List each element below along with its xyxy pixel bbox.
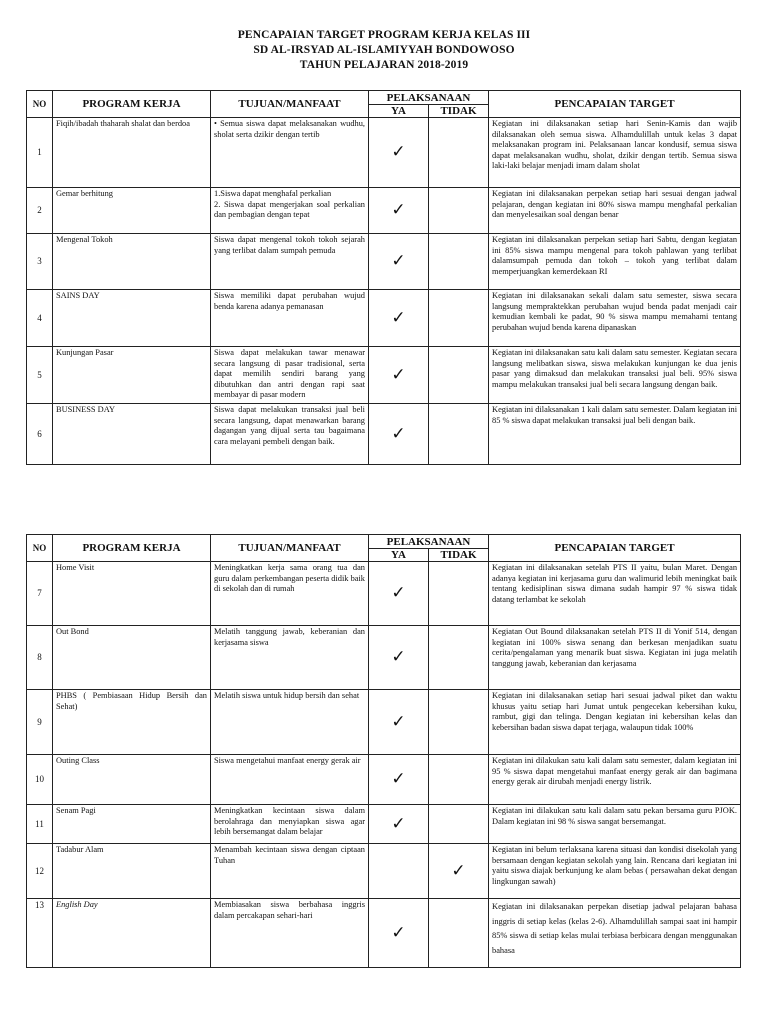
row-number: 3 xyxy=(27,234,53,290)
ya-cell xyxy=(369,347,429,404)
ya-cell xyxy=(369,118,429,188)
tidak-cell xyxy=(429,347,489,404)
row-number: 12 xyxy=(27,844,53,899)
table-row xyxy=(27,234,741,290)
check-mark-icon: ✓ xyxy=(391,423,406,443)
program-cell: PHBS ( Pembiasaan Hidup Bersih dan Sehat) xyxy=(53,690,211,755)
col-pelaksanaan: PELAKSANAAN xyxy=(369,535,489,549)
table-row xyxy=(27,562,741,626)
target-cell: Kegiatan ini dilaksanakan perpekan disetiap jadwal pelajaran bahasa inggris di setiap kelas (kelas 2-6). Alhamdulillah sampai saat ini hampir 85% siswa di setiap kelas mulai terbiasa berbicara dengan menggunakan bahasa xyxy=(489,899,741,968)
tujuan-cell: Siswa mengetahui manfaat energy gerak air xyxy=(211,755,369,805)
table-row xyxy=(27,755,741,805)
col-no: NO xyxy=(27,91,53,118)
row-number: 6 xyxy=(27,404,53,465)
col-program: PROGRAM KERJA xyxy=(53,535,211,562)
table-row xyxy=(27,188,741,234)
ya-cell xyxy=(369,626,429,690)
doc-title-line3: TAHUN PELAJARAN 2018-2019 xyxy=(299,59,469,71)
program-cell: Out Bond xyxy=(53,626,211,690)
tujuan-cell: Membiasakan siswa berbahasa inggris dalam percakapan sehari-hari xyxy=(211,899,369,968)
col-no: NO xyxy=(27,535,53,562)
tujuan-cell: • Semua siswa dapat melaksanakan wudhu, sholat serta dzikir dengan tertib xyxy=(211,118,369,188)
check-mark-icon: ✓ xyxy=(391,647,406,667)
tujuan-cell: Menambah kecintaan siswa dengan ciptaan Tuhan xyxy=(211,844,369,899)
tidak-cell xyxy=(429,626,489,690)
col-program: PROGRAM KERJA xyxy=(53,91,211,118)
row-number: 13 xyxy=(27,899,53,968)
row-number: 10 xyxy=(27,755,53,805)
col-ya: YA xyxy=(369,105,429,118)
col-target: PENCAPAIAN TARGET xyxy=(489,535,741,562)
tujuan-cell: Siswa dapat melakukan transaksi jual beli secara langsung, dapat menawarkan barang dagangan yang dijual serta tau bagaimana cara melayani pembeli dengan baik. xyxy=(211,404,369,465)
tidak-cell xyxy=(429,118,489,188)
tujuan-cell: Meningkatkan kerja sama orang tua dan guru dalam perkembangan peserta didik baik di sekolah dan di rumah xyxy=(211,562,369,626)
target-cell: Kegiatan ini dilaksanakan perpekan setiap hari Sabtu, dengan kegiatan ini 85% siswa mampu mengenal para tokoh pahlawan yang terlibat dalamsumpah pemuda dan tokoh – tokoh yang terlibat dalam memperjuangkan kemerdekaan RI xyxy=(489,234,741,290)
ya-cell xyxy=(369,188,429,234)
tujuan-cell: Meningkatkan kecintaan siswa dalam berolahraga dan menyiapkan siswa agar lebih bersemangat dalam belajar xyxy=(211,805,369,844)
check-mark-icon: ✓ xyxy=(391,251,406,271)
col-tujuan: TUJUAN/MANFAAT xyxy=(211,91,369,118)
ya-cell xyxy=(369,234,429,290)
row-number: 5 xyxy=(27,347,53,404)
table-row xyxy=(27,805,741,844)
target-cell: Kegiatan ini dilakukan satu kali dalam satu pekan bersama guru PJOK. Dalam kegiatan ini 98 % siswa sangat bersemangat. xyxy=(489,805,741,844)
target-cell: Kegiatan ini dilaksanakan setiap hari sesuai jadwal piket dan waktu khusus yaitu setiap hari Jumat untuk pengecekan kebersihan kuku, rambut, gigi dan telinga. Dengan kegiatan ini kebersihan kelas dan kebersihan badan siswa dapat terjaga, walaupun tidak 100% xyxy=(489,690,741,755)
check-mark-icon: ✓ xyxy=(391,711,406,731)
tidak-cell xyxy=(429,188,489,234)
check-mark-icon: ✓ xyxy=(391,583,406,603)
tidak-cell xyxy=(429,755,489,805)
col-tidak: TIDAK xyxy=(429,105,489,118)
program-cell: SAINS DAY xyxy=(53,290,211,347)
program-table-2 xyxy=(26,534,741,968)
tujuan-cell: 1.Siswa dapat menghafal perkalian 2. Siswa dapat mengerjakan soal perkalian dan pembagian dengan tepat xyxy=(211,188,369,234)
table-row xyxy=(27,290,741,347)
tidak-cell xyxy=(429,805,489,844)
ya-cell xyxy=(369,690,429,755)
target-cell: Kegiatan ini dilaksanakan setelah PTS II yaitu, bulan Maret. Dengan adanya kegiatan ini kerjasama guru dan walimurid lebih meningkat baik tentang kedisiplinan siswa dimana sudah hampir 97 % siswa tidak datang terlambat ke sekolah xyxy=(489,562,741,626)
table-row xyxy=(27,626,741,690)
program-cell: Senam Pagi xyxy=(53,805,211,844)
check-mark-icon: ✓ xyxy=(391,307,406,327)
check-mark-icon: ✓ xyxy=(391,142,406,162)
document-header xyxy=(0,28,768,73)
ya-cell xyxy=(369,562,429,626)
check-mark-icon: ✓ xyxy=(391,200,406,220)
row-number: 1 xyxy=(27,118,53,188)
tujuan-cell: Siswa memiliki dapat perubahan wujud benda karena adanya pemanasan xyxy=(211,290,369,347)
target-cell: Kegiatan ini dilaksanakan perpekan setiap hari sesuai dengan jadwal pelajaran, dengan kegiatan ini 80% siswa mampu menghafal perkalian dan menyelesaikan soal dengan benar xyxy=(489,188,741,234)
check-mark-icon: ✓ xyxy=(391,364,406,384)
tujuan-cell: Melatih tanggung jawab, keberanian dan kerjasama siswa xyxy=(211,626,369,690)
col-tidak: TIDAK xyxy=(429,549,489,562)
row-number: 11 xyxy=(27,805,53,844)
target-cell: Kegiatan ini dilaksanakan sekali dalam satu semester, siswa secara langsung mempraktekkan perubahan wujud benda padat menjadi cair kemudian kembali ke padat, 90 % siswa mampu memahami tentang perubahan wujud benda karena dipanaskan xyxy=(489,290,741,347)
ya-cell xyxy=(369,805,429,844)
ya-cell xyxy=(369,755,429,805)
table-row xyxy=(27,347,741,404)
program-cell: English Day xyxy=(53,899,211,968)
ya-cell xyxy=(369,844,429,899)
tidak-cell xyxy=(429,844,489,899)
target-cell: Kegiatan Out Bound dilaksanakan setelah PTS II di Yonif 514, dengan kegiatan ini 100% siswa senang dan berkesan menjadikan suatu cerita/pengalaman yang menarik buat siswa. Kegiatan ini juga melatih tanggung jawab, keberanian dan kerjasama xyxy=(489,626,741,690)
table-row xyxy=(27,118,741,188)
check-mark-icon: ✓ xyxy=(451,860,466,880)
col-tujuan: TUJUAN/MANFAAT xyxy=(211,535,369,562)
program-cell: Tadabur Alam xyxy=(53,844,211,899)
target-cell: Kegiatan ini dilaksanakan satu kali dalam satu semester. Kegiatan secara langsung melibatkan siswa, siswa melakukan kunjungan ke dua jenis pasar yang dimaksud dan melakukan transaksi jual beli. 95% siswa mampu melakukan transaksi jual beli secara langsung dengan baik. xyxy=(489,347,741,404)
tidak-cell xyxy=(429,404,489,465)
check-mark-icon: ✓ xyxy=(391,769,406,789)
col-ya: YA xyxy=(369,549,429,562)
table-row xyxy=(27,844,741,899)
check-mark-icon: ✓ xyxy=(391,922,406,942)
program-cell: Kunjungan Pasar xyxy=(53,347,211,404)
ya-cell xyxy=(369,404,429,465)
ya-cell xyxy=(369,899,429,968)
row-number: 8 xyxy=(27,626,53,690)
row-number: 2 xyxy=(27,188,53,234)
program-cell: Gemar berhitung xyxy=(53,188,211,234)
target-cell: Kegiatan ini dilaksanakan 1 kali dalam satu semester. Dalam kegiatan ini 85 % siswa dapat melakukan transaksi jual beli dengan baik. xyxy=(489,404,741,465)
row-number: 4 xyxy=(27,290,53,347)
target-cell: Kegiatan ini belum terlaksana karena situasi dan kondisi disekolah yang bersamaan dengan kegiatan sekolah yang lain. Rencana dari kegiatan ini yaitu siswa diajak berkunjung ke alam bebas ( persawahan dekat dengan lingkungan sawah) xyxy=(489,844,741,899)
program-table-1 xyxy=(26,90,741,465)
program-cell: Mengenal Tokoh xyxy=(53,234,211,290)
table-row xyxy=(27,690,741,755)
program-cell: Home Visit xyxy=(53,562,211,626)
tujuan-cell: Siswa dapat melakukan tawar menawar secara langsung di pasar tradisional, serta dapat memilih sendiri barang yang dibutuhkan dan antri dengan rapi saat membayar di pasar modern xyxy=(211,347,369,404)
tujuan-cell: Siswa dapat mengenal tokoh tokoh sejarah yang terlibat dalam sumpah pemuda xyxy=(211,234,369,290)
col-target: PENCAPAIAN TARGET xyxy=(489,91,741,118)
row-number: 9 xyxy=(27,690,53,755)
doc-title-line2: SD AL-IRSYAD AL-ISLAMIYYAH BONDOWOSO xyxy=(253,44,515,56)
doc-title-line1: PENCAPAIAN TARGET PROGRAM KERJA KELAS III xyxy=(237,29,531,41)
program-cell: Fiqih/ibadah thaharah shalat dan berdoa xyxy=(53,118,211,188)
tujuan-cell: Melatih siswa untuk hidup bersih dan sehat xyxy=(211,690,369,755)
target-cell: Kegiatan ini dilaksanakan setiap hari Senin-Kamis dan wajib dilaksanakan oleh semua siswa. Alhamdulillah untuk kelas 3 dapat melaksanakan program ini. Pelaksanaan lancar kondusif, semua siswa dapat melaksanakan wudhu, sholat, dzikir dengan tertib. Semua siswa laki-laki belajar menjadi imam dalam sholat xyxy=(489,118,741,188)
tidak-cell xyxy=(429,690,489,755)
table-row xyxy=(27,899,741,968)
row-number: 7 xyxy=(27,562,53,626)
col-pelaksanaan: PELAKSANAAN xyxy=(369,91,489,105)
ya-cell xyxy=(369,290,429,347)
table-row xyxy=(27,404,741,465)
check-mark-icon: ✓ xyxy=(391,813,406,833)
tidak-cell xyxy=(429,562,489,626)
program-cell: Outing Class xyxy=(53,755,211,805)
tidak-cell xyxy=(429,234,489,290)
target-cell: Kegiatan ini dilakukan satu kali dalam satu semester, dalam kegiatan ini 95 % siswa dapat mengetahui manfaat energy gerak air dan bagimana energy gerak air dirubah menjadi energy listrik. xyxy=(489,755,741,805)
tidak-cell xyxy=(429,290,489,347)
tidak-cell xyxy=(429,899,489,968)
program-cell: BUSINESS DAY xyxy=(53,404,211,465)
